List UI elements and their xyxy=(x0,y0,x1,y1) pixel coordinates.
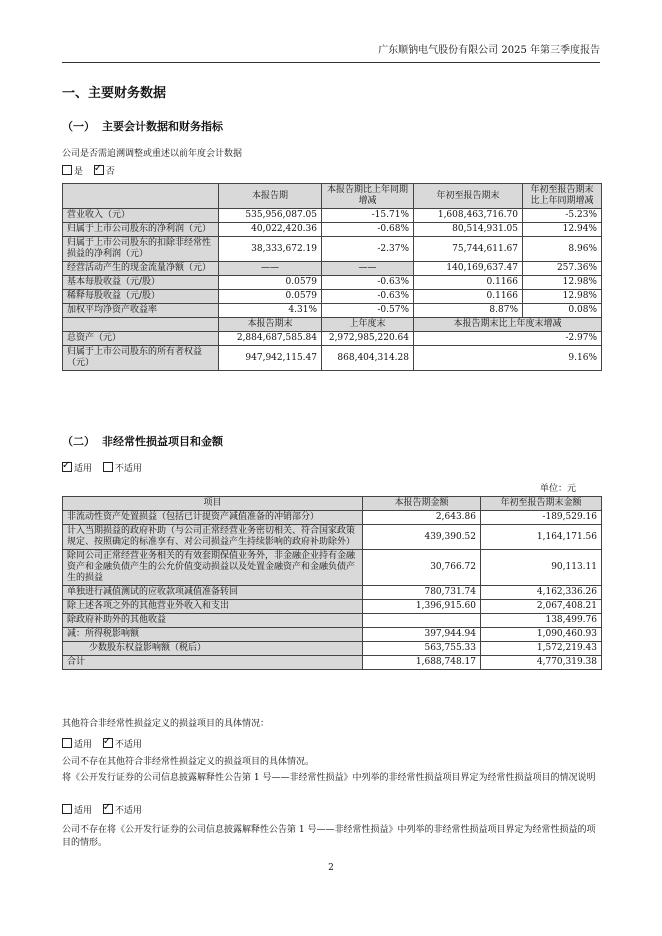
table-cell: 38,333,672.19 xyxy=(219,237,322,262)
table-row xyxy=(63,656,602,670)
table-cell: 80,514,931.05 xyxy=(414,223,523,237)
table-cell: 8.96% xyxy=(523,237,602,262)
restate-options: 是 ✓ 否 xyxy=(62,165,602,179)
table-cell: 90,113.11 xyxy=(481,550,602,586)
unit-label: 单位：元 xyxy=(540,484,577,494)
table-cell: 0.1166 xyxy=(414,290,523,304)
table-cell: 1,688,748.17 xyxy=(363,656,481,670)
table-cell: -0.68% xyxy=(322,223,414,237)
column-header: 项目 xyxy=(63,497,363,511)
table-row xyxy=(63,304,602,318)
row-label: 非流动性资产处置损益（包括已计提资产减值准备的冲销部分） xyxy=(63,511,363,525)
table-cell: 1,608,463,716.70 xyxy=(414,209,523,223)
table-row xyxy=(63,209,602,223)
reclass-title: 将《公开发行证券的公司信息披露解释性公告第 1 号——非经常性损益》中列举的非经常性损益项目界定为经常性损益项目的情况说明 xyxy=(62,773,596,783)
table-cell: -0.63% xyxy=(322,276,414,290)
row-label: 稀释每股收益（元/股） xyxy=(63,290,219,304)
table-row xyxy=(63,600,602,614)
page-header: 广东顺钠电气股份有限公司 2025 年第三季度报告 xyxy=(62,44,600,63)
row-label: 单独进行减值测试的应收款项减值准备转回 xyxy=(63,586,363,600)
table-header-row xyxy=(63,318,602,332)
table-row xyxy=(63,628,602,642)
other-apply-yes-checkbox[interactable] xyxy=(62,738,72,748)
table-row xyxy=(63,332,602,346)
column-header: 本报告期金额 xyxy=(363,497,481,511)
apply-options: ✓适用 不适用 xyxy=(62,462,602,476)
apply-yes-checkbox[interactable] xyxy=(62,462,72,472)
reclass-options: 适用 ✓ 不适用 xyxy=(62,804,602,818)
page-number: 2 xyxy=(328,863,334,873)
table-row xyxy=(63,511,602,525)
table-cell: 439,390.52 xyxy=(363,525,481,550)
table-cell: 2,643.86 xyxy=(363,511,481,525)
main-financial-data-table xyxy=(62,183,602,371)
table-row xyxy=(63,223,602,237)
table-cell: 4,770,319.38 xyxy=(481,656,602,670)
restate-no-checkbox[interactable] xyxy=(94,165,104,175)
other-items-text: 公司不存在其他符合非经常性损益定义的损益项目的具体情况。 xyxy=(62,757,315,767)
table-row xyxy=(63,346,602,371)
other-items-title: 其他符合非经常性损益定义的损益项目的具体情况： xyxy=(62,719,270,729)
table-cell: 868,404,314.28 xyxy=(322,346,414,371)
table-cell: 40,022,420.36 xyxy=(219,223,322,237)
table-cell: 75,744,611.67 xyxy=(414,237,523,262)
table-cell: -0.57% xyxy=(322,304,414,318)
row-label: 少数股东权益影响额（税后） xyxy=(63,642,363,656)
table-cell xyxy=(363,614,481,628)
row-label: 合计 xyxy=(63,656,363,670)
table-cell: 138,499.76 xyxy=(481,614,602,628)
table-cell: 563,755.33 xyxy=(363,642,481,656)
table-header-row xyxy=(63,184,602,209)
table-cell: 0.1166 xyxy=(414,276,523,290)
table-cell: 0.0579 xyxy=(219,276,322,290)
table-cell: -2.37% xyxy=(322,237,414,262)
reclass-apply-no-checkbox[interactable] xyxy=(103,804,113,814)
table-row xyxy=(63,525,602,550)
row-label: 经营活动产生的现金流量净额（元） xyxy=(63,262,219,276)
table-cell: 0.0579 xyxy=(219,290,322,304)
reclass-apply-yes-checkbox[interactable] xyxy=(62,804,72,814)
table-cell: -0.63% xyxy=(322,290,414,304)
table-cell: 257.36% xyxy=(523,262,602,276)
row-label: 减：所得税影响额 xyxy=(63,628,363,642)
table-row xyxy=(63,276,602,290)
row-label: 营业收入（元） xyxy=(63,209,219,223)
row-label: 归属于上市公司股东的扣除非经常性损益的净利润（元） xyxy=(63,237,219,262)
restate-question: 公司是否需追溯调整或重述以前年度会计数据 xyxy=(62,149,243,159)
table-cell: 1,396,915.60 xyxy=(363,600,481,614)
table-row xyxy=(63,614,602,628)
restate-yes-checkbox[interactable] xyxy=(62,165,72,175)
row-label: 除同公司正常经营业务相关的有效套期保值业务外，非金融企业持有金融资产和金融负债产生的公允价值变动损益以及处置金融资产和金融负债产生的损益 xyxy=(63,550,363,586)
row-label: 加权平均净资产收益率 xyxy=(63,304,219,318)
apply-no-checkbox[interactable] xyxy=(103,462,113,472)
column-header: 本报告期末比上年度末增减 xyxy=(414,318,602,332)
table-cell: 12.98% xyxy=(523,276,602,290)
row-label: 除政府补助外的其他收益 xyxy=(63,614,363,628)
other-items-options: 适用 ✓ 不适用 xyxy=(62,738,602,752)
table-cell: 4,162,336.26 xyxy=(481,586,602,600)
table-cell: 1,572,219.43 xyxy=(481,642,602,656)
table-cell: -2.97% xyxy=(414,332,602,346)
table-row xyxy=(63,550,602,586)
column-header xyxy=(63,184,219,209)
row-label: 归属于上市公司股东的净利润（元） xyxy=(63,223,219,237)
non-recurring-items-table xyxy=(62,496,602,670)
table-cell: 140,169,637.47 xyxy=(414,262,523,276)
table-header-row xyxy=(63,497,602,511)
table-cell: -189,529.16 xyxy=(481,511,602,525)
reclass-text: 公司不存在将《公开发行证券的公司信息披露解释性公告第 1 号——非经常性损益》中列举的非经常性损益项目界定为经常性损益的项目的情形。 xyxy=(62,825,596,848)
table-cell: 2,884,687,585.84 xyxy=(219,332,322,346)
table-cell: 397,944.94 xyxy=(363,628,481,642)
table-cell: 12.98% xyxy=(523,290,602,304)
table-cell: 0.08% xyxy=(523,304,602,318)
table-cell: -5.23% xyxy=(523,209,602,223)
table-cell: 4.31% xyxy=(219,304,322,318)
table-cell: 9.16% xyxy=(414,346,602,371)
column-header: 年初至报告期末金额 xyxy=(481,497,602,511)
row-label: 归属于上市公司股东的所有者权益（元） xyxy=(63,346,219,371)
section-title: 一、主要财务数据 xyxy=(62,86,167,101)
subsection-title-1: （一） 主要会计数据和财务指标 xyxy=(62,120,223,133)
column-header: 本报告期末 xyxy=(219,318,322,332)
column-header: 年初至报告期末 xyxy=(414,184,523,209)
table-cell: —— xyxy=(322,262,414,276)
table-row xyxy=(63,262,602,276)
table-cell: 30,766.72 xyxy=(363,550,481,586)
row-label: 除上述各项之外的其他营业外收入和支出 xyxy=(63,600,363,614)
column-header: 本报告期 xyxy=(219,184,322,209)
subsection-title-2: （二） 非经常性损益项目和金额 xyxy=(62,435,223,448)
table-cell: 780,731.74 xyxy=(363,586,481,600)
column-header: 上年度末 xyxy=(322,318,414,332)
table-row xyxy=(63,237,602,262)
table-row xyxy=(63,290,602,304)
column-header: 年初至报告期末比上年同期增减 xyxy=(523,184,602,209)
table-cell: 535,956,087.05 xyxy=(219,209,322,223)
other-apply-no-checkbox[interactable] xyxy=(103,738,113,748)
column-header xyxy=(63,318,219,332)
table-cell: —— xyxy=(219,262,322,276)
table-row xyxy=(63,642,602,656)
row-label: 基本每股收益（元/股） xyxy=(63,276,219,290)
table-cell: 2,972,985,220.64 xyxy=(322,332,414,346)
table-cell: 12.94% xyxy=(523,223,602,237)
table-cell: 947,942,115.47 xyxy=(219,346,322,371)
row-label: 计入当期损益的政府补助（与公司正常经营业务密切相关、符合国家政策规定、按照确定的标准享有、对公司损益产生持续影响的政府补助除外） xyxy=(63,525,363,550)
table-cell: 1,164,171.56 xyxy=(481,525,602,550)
table-cell: -15.71% xyxy=(322,209,414,223)
table-cell: 1,090,460.93 xyxy=(481,628,602,642)
column-header: 本报告期比上年同期增减 xyxy=(322,184,414,209)
table-row xyxy=(63,586,602,600)
table-cell: 2,067,408.21 xyxy=(481,600,602,614)
table-cell: 8.87% xyxy=(414,304,523,318)
row-label: 总资产（元） xyxy=(63,332,219,346)
